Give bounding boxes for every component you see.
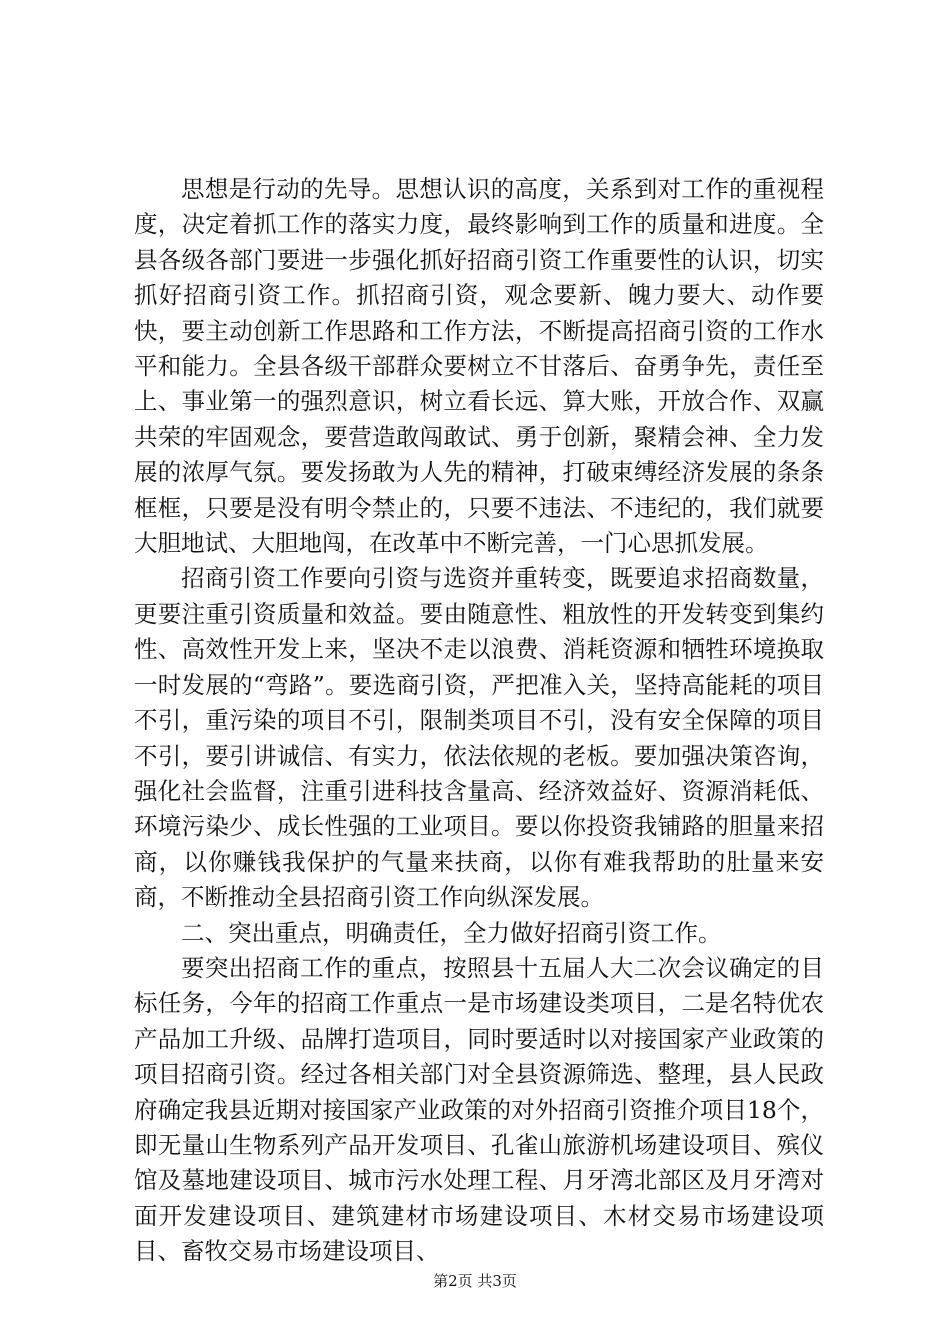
document-body (134, 172, 824, 1270)
paragraph-ideology: 思想是行动的先导。思想认识的高度，关系到对工作的重视程度，决定着抓工作的落实力度，最终影响到工作的质量和进度。全县各级各部门要进一步强化抓好招商引资工作重要性的认识，切实抓好招商引资工作。抓招商引资，观念要新、魄力要大、动作要快，要主动创新工作思路和工作方法，不断提高招商引资的工作水平和能力。全县各级干部群众要树立不甘落后、奋勇争先，责任至上、事业第一的强烈意识，树立看长远、算大账，开放合作、双赢共荣的牢固观念，要营造敢闯敢试、勇于创新，聚精会神、全力发展的浓厚气氛。要发扬敢为人先的精神，打破束缚经济发展的条条框框，只要是没有明令禁止的，只要不违法、不违纪的，我们就要大胆地试、大胆地闯，在改革中不断完善，一门心思抓发展。 (134, 175, 824, 558)
section-heading-two: 二、突出重点，明确责任，全力做好招商引资工作。 (181, 918, 722, 947)
page-number-footer: 第2页 共3页 (433, 1272, 517, 1290)
paragraph-key-projects: 要突出招商工作的重点，按照县十五届人大二次会议确定的目标任务，今年的招商工作重点一是市场建设类项目，二是名特优农产品加工升级、品牌打造项目，同时要适时以对接国家产业政策的项目招商引资。经过各相关部门对全县资源筛选、整理，县人民政府确定我县近期对接国家产业政策的对外招商引资推介项目18个，即无量山生物系列产品开发项目、孔雀山旅游机场建设项目、殡仪馆及墓地建设项目、城市污水处理工程、月牙湾北部区及月牙湾对面开发建设项目、建筑建材市场建设项目、木材交易市场建设项目、畜牧交易市场建设项目、 (134, 953, 824, 1266)
paragraph-investment-quality: 招商引资工作要向引资与选资并重转变，既要追求招商数量，更要注重引资质量和效益。要由随意性、粗放性的开发转变到集约性、高效性开发上来，坚决不走以浪费、消耗资源和牺牲环境换取一时发展的“弯路”。要选商引资，严把准入关，坚持高能耗的项目不引，重污染的项目不引，限制类项目不引，没有安全保障的项目不引，要引讲诚信、有实力，依法依规的老板。要加强决策咨询，强化社会监督，注重引进科技含量高、经济效益好、资源消耗低、环境污染少、成长性强的工业项目。要以你投资我铺路的胆量来招商，以你赚钱我保护的气量来扶商，以你有难我帮助的肚量来安商，不断推动全县招商引资工作向纵深发展。 (134, 564, 824, 912)
